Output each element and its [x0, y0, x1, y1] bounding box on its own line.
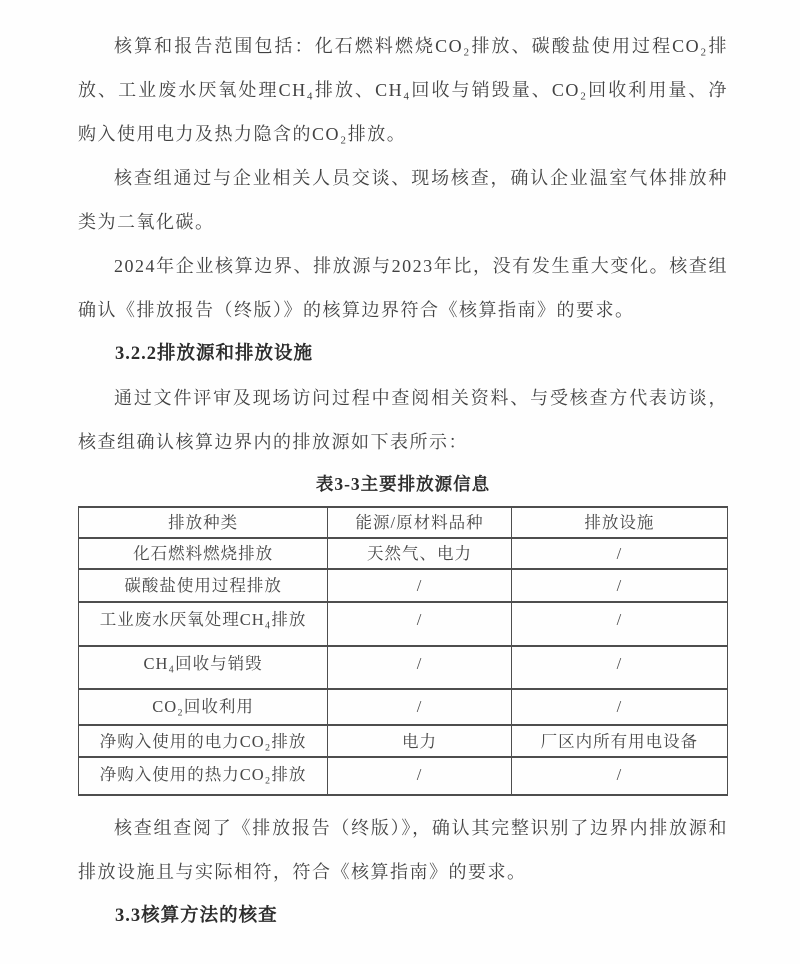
table-cell: / [511, 757, 727, 795]
table-cell: 净购入使用的电力CO₂排放 [79, 725, 328, 757]
table-row-co2-recovery [79, 689, 728, 725]
table-cell: CO₂回收利用 [79, 689, 328, 725]
table-row-fossil-fuel [79, 538, 728, 569]
table-row-purchased-heat [79, 757, 728, 795]
table-cell: / [511, 538, 727, 569]
column-header-emission-facility: 排放设施 [511, 507, 727, 538]
table-cell: 天然气、电力 [328, 538, 512, 569]
paragraph-sources-intro: 通过文件评审及现场访问过程中查阅相关资料、与受核查方代表访谈，核查组确认核算边界内的排放源如下表所示： [78, 388, 728, 452]
table-cell: / [511, 569, 727, 602]
paragraph-ghg-type-confirmation: 核查组通过与企业相关人员交谈、现场核查，确认企业温室气体排放种类为二氧化碳。 [78, 168, 728, 232]
table-row-ch4-recovery [79, 646, 728, 689]
table-cell: 化石燃料燃烧排放 [79, 538, 328, 569]
table-cell: 工业废水厌氧处理CH₄排放 [79, 602, 328, 646]
paragraph-report-review: 核查组查阅了《排放报告（终版）》，确认其完整识别了边界内排放源和排放设施且与实际相符，符合《核算指南》的要求。 [78, 818, 728, 882]
table-cell: / [511, 689, 727, 725]
spacer [78, 798, 728, 806]
table-row-purchased-electricity [79, 725, 728, 757]
table-row-carbonate [79, 569, 728, 602]
column-header-emission-type: 排放种类 [79, 507, 328, 538]
emission-sources-table [78, 506, 728, 796]
table-cell: 净购入使用的热力CO₂排放 [79, 757, 328, 795]
table-caption: 表3-3主要排放源信息 [315, 474, 491, 494]
column-header-energy-material: 能源/原材料品种 [328, 507, 512, 538]
table-cell: / [328, 689, 512, 725]
table-cell: / [511, 646, 727, 689]
paragraph-boundary-change: 2024年企业核算边界、排放源与2023年比，没有发生重大变化。核查组确认《排放报告（终版）》的核算边界符合《核算指南》的要求。 [78, 256, 728, 320]
table-cell: / [511, 602, 727, 646]
table-cell: CH₄回收与销毁 [79, 646, 328, 689]
table-cell: / [328, 757, 512, 795]
table-row-wastewater-ch4 [79, 602, 728, 646]
table-cell: 碳酸盐使用过程排放 [79, 569, 328, 602]
paragraph-accounting-scope: 核算和报告范围包括：化石燃料燃烧CO₂排放、碳酸盐使用过程CO₂排放、工业废水厌氧处理CH₄排放、CH₄回收与销毁量、CO₂回收利用量、净购入使用电力及热力隐含的CO₂排放。 [78, 36, 728, 144]
table-cell: 厂区内所有用电设备 [511, 725, 727, 757]
section-heading-3-2-2: 3.2.2排放源和排放设施 [115, 344, 314, 364]
table-cell: 电力 [328, 725, 512, 757]
table-cell: / [328, 569, 512, 602]
table-cell: / [328, 646, 512, 689]
section-heading-3-3: 3.3核算方法的核查 [115, 906, 278, 926]
table-header-row [79, 507, 728, 538]
table-cell: / [328, 602, 512, 646]
